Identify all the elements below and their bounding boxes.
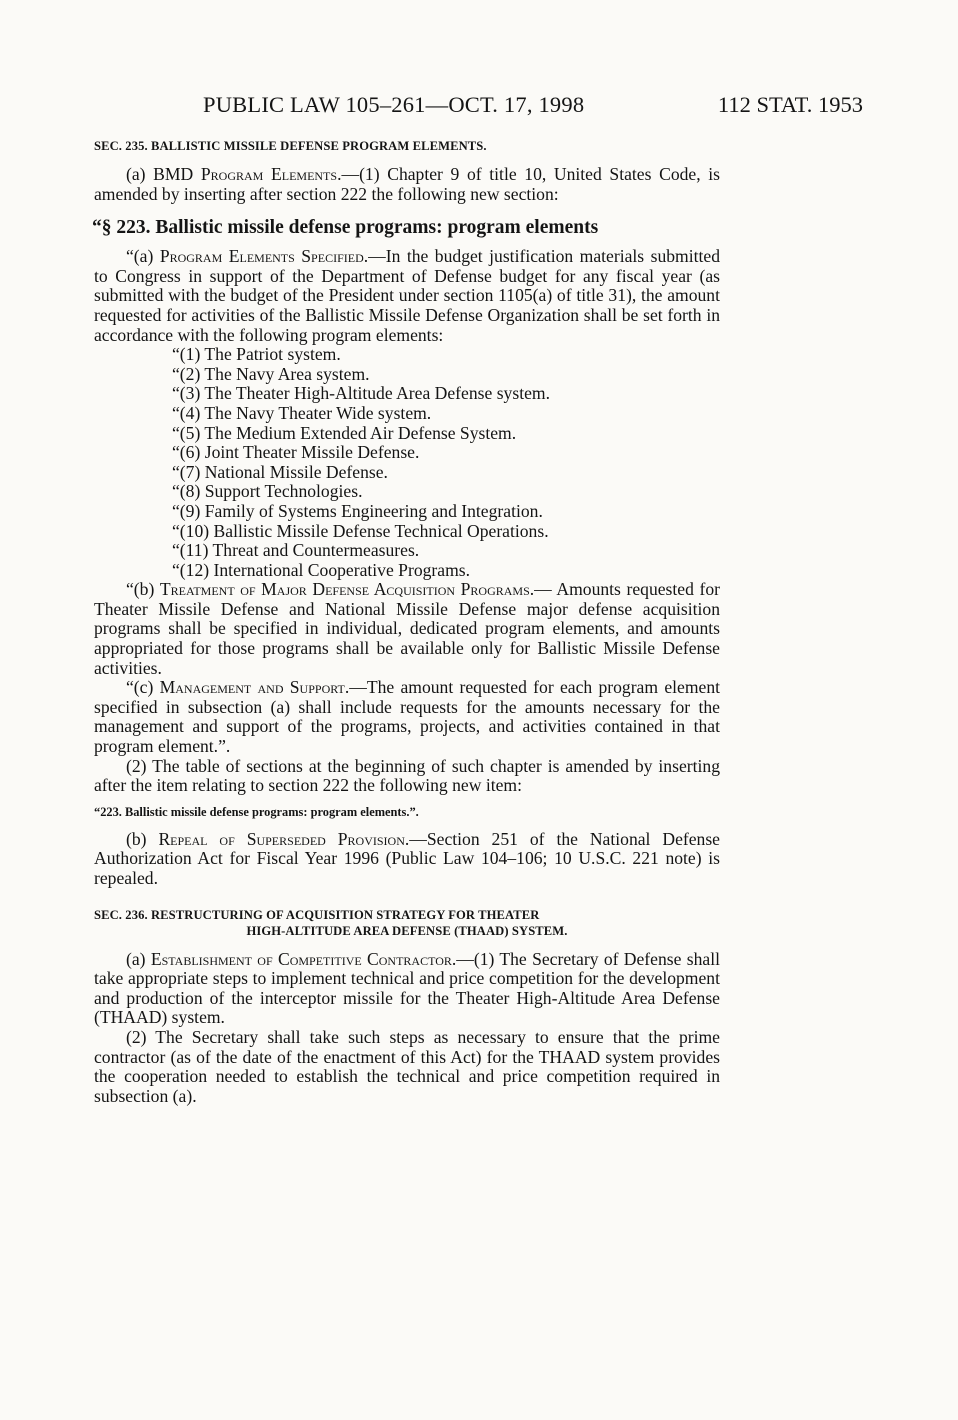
new-section-subsection-b <box>94 580 720 678</box>
section-236-paragraph-2: (2) The Secretary shall take such steps as necessary to ensure that the prime contractor (as of the date of the enactment of this Act) for the THAAD system provides the cooperation needed to establish the technical and price competition required in subsection (a). <box>94 1026 720 1106</box>
section-235-paragraph-2: (2) The table of sections at the beginning of such chapter is amended by inserting after the item relating to section 222 the following new item: <box>94 755 720 796</box>
new-section-subsection-a <box>94 247 720 345</box>
subsection-caption: Repeal of Superseded Provision <box>158 828 405 849</box>
heading-line-1: SEC. 236. RESTRUCTURING OF ACQUISITION STRATEGY FOR THEATER <box>94 907 540 922</box>
program-element-item: “(2) The Navy Area system. <box>172 363 370 384</box>
program-element-item: “(8) Support Technologies. <box>172 481 363 502</box>
program-elements-list <box>94 345 720 580</box>
subsection-label: “(c) <box>126 677 160 698</box>
section-235-subsection-b <box>94 830 720 889</box>
running-header <box>203 92 863 120</box>
subsection-caption: Program Elements <box>200 164 338 184</box>
subsection-text: .—The amount requested for each program element specified in subsection (a) shall include requests for the amounts necessary for the management and support of the programs, projects, and activities contained in that program element.”. <box>94 677 721 757</box>
program-element-item: “(4) The Navy Theater Wide system. <box>172 402 432 423</box>
program-element-item: “(6) Joint Theater Missile Defense. <box>172 442 420 463</box>
heading-line-2: HIGH-ALTITUDE AREA DEFENSE (THAAD) SYSTEM. <box>246 923 568 938</box>
section-235-heading: SEC. 235. BALLISTIC MISSILE DEFENSE PROGRAM ELEMENTS. <box>94 139 487 153</box>
header-title: PUBLIC LAW 105–261—OCT. 17, 1998 <box>203 92 585 117</box>
table-of-sections-item: “223. Ballistic missile defense programs: program elements.”. <box>94 804 419 819</box>
program-element-item: “(12) International Cooperative Programs. <box>172 559 471 580</box>
new-section-subsection-c <box>94 678 720 756</box>
header-stat-page: 112 STAT. 1953 <box>717 92 863 117</box>
program-element-item: “(7) National Missile Defense. <box>172 461 388 482</box>
program-element-item: “(3) The Theater High-Altitude Area Defense system. <box>172 383 550 404</box>
subsection-text: .—In the budget justification materials submitted to Congress in support of the Department of Defense budget for any fiscal year (as submitted with the budget of the President under section 1105(a) of title 31), the amount requested for activities of the Ballistic Missile Defense Organization shall be set forth in accordance with the following program elements: <box>94 246 720 345</box>
subsection-label: (a) <box>126 948 151 969</box>
subsection-label: (b) <box>126 828 159 849</box>
page-body <box>94 138 720 1106</box>
section-236-subsection-a <box>94 950 720 1028</box>
new-section-223-heading: “§ 223. Ballistic missile defense programs: program elements <box>92 217 599 239</box>
subsection-text: .—(1) Chapter 9 of title 10, United States Code, is amended by inserting after section 222 the following new section: <box>94 164 720 204</box>
program-element-item: “(11) Threat and Countermeasures. <box>172 540 420 561</box>
subsection-caption: Treatment of Major Defense Acquisition Programs <box>159 579 530 600</box>
program-element-item: “(9) Family of Systems Engineering and Integration. <box>172 500 543 521</box>
program-element-item: “(5) The Medium Extended Air Defense System. <box>172 422 517 443</box>
subsection-text: .—Section 251 of the National Defense Authorization Act for Fiscal Year 1996 (Public Law 104–106; 10 U.S.C. 221 note) is repealed. <box>94 828 720 888</box>
subsection-text: .—(1) The Secretary of Defense shall take appropriate steps to implement technical and price competition for the development and production of the interceptor missile for the Theater High-Altitude Area Defense (THAAD) system. <box>94 948 720 1028</box>
section-235-subsection-a <box>94 165 720 204</box>
subsection-label: (a) BMD <box>126 164 201 184</box>
subsection-text: .— Amounts requested for Theater Missile Defense and National Missile Defense major defense acquisition programs shall be specified in individual, dedicated program elements, and amounts appropriated for those programs shall be available only for Ballistic Missile Defense activities. <box>94 579 720 678</box>
section-236-heading <box>94 907 720 939</box>
subsection-caption: Establishment of Competitive Contractor <box>150 948 452 969</box>
subsection-caption: Program Elements Specified <box>159 246 364 267</box>
subsection-caption: Management and Support <box>159 677 345 698</box>
subsection-label: “(b) <box>126 579 160 600</box>
program-element-item: “(1) The Patriot system. <box>172 344 341 365</box>
subsection-label: “(a) <box>126 246 160 267</box>
program-element-item: “(10) Ballistic Missile Defense Technical Operations. <box>172 520 549 541</box>
